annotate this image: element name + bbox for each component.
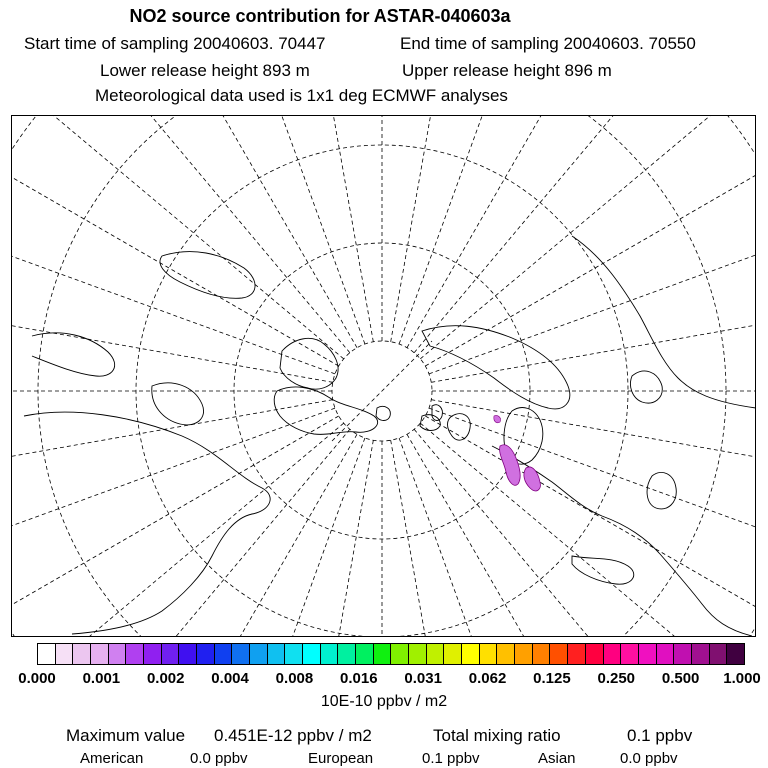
color-scale-segment <box>533 644 551 664</box>
meridian-line <box>429 116 756 374</box>
start-time-label: Start time of sampling 20040603. 70447 <box>24 34 326 53</box>
color-scale-tick-label: 0.125 <box>533 670 571 687</box>
meridian-line <box>12 116 344 359</box>
meridian-line <box>414 116 756 353</box>
coastline-east-asia <box>572 236 756 408</box>
meridian-line <box>12 423 344 637</box>
meridian-line <box>429 408 756 637</box>
color-scale-segment <box>144 644 162 664</box>
coastline-iceland <box>420 415 440 431</box>
color-scale-segment <box>374 644 392 664</box>
color-scale-segment <box>356 644 374 664</box>
total-mixing-label: Total mixing ratio <box>433 726 561 745</box>
meridian-line <box>399 438 690 637</box>
color-scale-segment <box>391 644 409 664</box>
coastline-svalbard <box>376 406 390 420</box>
meridian-line <box>74 438 365 637</box>
color-scale-segment <box>56 644 74 664</box>
color-scale-segment <box>550 644 568 664</box>
meridian-line <box>12 416 339 637</box>
color-scale-tick-label: 0.500 <box>661 670 700 687</box>
meridian-line <box>12 400 333 548</box>
lower-height-label: Lower release height 893 m <box>100 61 310 80</box>
color-scale-segment <box>497 644 515 664</box>
latitude-circle <box>38 116 726 637</box>
coastline-western-canada <box>32 333 115 376</box>
color-scale-bar <box>37 643 745 665</box>
meridian-line <box>12 116 339 366</box>
color-scale-units: 10E-10 ppbv / m2 <box>320 693 448 710</box>
color-scale-segment <box>303 644 321 664</box>
meridian-line <box>407 116 756 348</box>
color-scale-segment <box>657 644 675 664</box>
color-scale-tick-label: 0.002 <box>146 670 185 687</box>
color-scale-tick-label: 0.004 <box>211 670 249 687</box>
region-asian-name: Asian <box>538 750 576 767</box>
meridian-line <box>12 116 335 374</box>
color-scale-segment <box>409 644 427 664</box>
coastline-siberia <box>422 326 570 409</box>
meridian-line <box>414 429 756 637</box>
color-scale-segment <box>197 644 215 664</box>
color-scale-segment <box>674 644 692 664</box>
color-scale-tick-label: 0.250 <box>597 670 636 687</box>
color-scale-tick-label: 1.000 <box>723 670 761 687</box>
color-scale-tick-label: 0.062 <box>468 670 507 687</box>
met-data-label: Meteorological data used is 1x1 deg ECMWF analyses <box>95 86 508 105</box>
meridian-line <box>420 423 756 637</box>
color-scale-segment <box>162 644 180 664</box>
color-scale-segment <box>586 644 604 664</box>
color-scale-segment <box>639 644 657 664</box>
region-american-name: American <box>80 750 144 767</box>
coastline-arctic-archipelago <box>274 387 377 434</box>
color-scale-segment <box>480 644 498 664</box>
color-scale-segment <box>215 644 233 664</box>
coastlines <box>24 236 756 636</box>
upper-height-label: Upper release height 896 m <box>402 61 612 80</box>
total-mixing-value: 0.1 ppbv <box>627 726 693 745</box>
color-scale-tick-label: 0.031 <box>404 670 442 687</box>
region-american-value: 0.0 ppbv <box>190 750 248 767</box>
meridian-line <box>12 434 357 637</box>
color-scale-segment <box>710 644 728 664</box>
plume-region-small <box>494 415 501 422</box>
color-scale-segment <box>462 644 480 664</box>
graticule <box>12 116 756 637</box>
color-scale-tick-label: 0.008 <box>275 670 314 687</box>
region-european-value: 0.1 ppbv <box>422 750 480 767</box>
meridian-line <box>425 116 756 366</box>
meridian-line <box>12 408 335 637</box>
meridian-line <box>74 116 365 344</box>
meridian-line <box>425 416 756 637</box>
max-value: 0.451E-12 ppbv / m2 <box>214 726 372 745</box>
color-scale-segment <box>268 644 286 664</box>
polar-map <box>11 115 756 637</box>
latitude-circle <box>12 116 756 637</box>
pole-cross-line <box>332 341 432 441</box>
color-scale-tick-label: 0.016 <box>340 670 378 687</box>
color-scale-segment <box>179 644 197 664</box>
color-scale-segment <box>285 644 303 664</box>
meridian-line <box>12 235 333 383</box>
color-scale-segment <box>321 644 339 664</box>
meridian-line <box>12 116 350 353</box>
color-scale-segment <box>692 644 710 664</box>
plot-title: NO2 source contribution for ASTAR-040603a <box>129 6 511 26</box>
max-value-label: Maximum value <box>66 726 186 745</box>
color-scale-segment <box>250 644 268 664</box>
color-scale-segment <box>568 644 586 664</box>
color-scale-segment <box>427 644 445 664</box>
coastline-mediterranean <box>572 556 634 584</box>
meridian-line <box>391 116 539 342</box>
color-scale-tick-label: 0.001 <box>82 670 121 687</box>
color-scale-segment <box>604 644 622 664</box>
plume-region-secondary <box>524 467 540 491</box>
color-scale-segment <box>109 644 127 664</box>
region-european-name: European <box>308 750 374 767</box>
color-scale-segment <box>444 644 462 664</box>
color-scale-segment <box>232 644 250 664</box>
meridian-line <box>226 440 374 637</box>
coastline-hudson-bay <box>152 383 204 425</box>
color-scale-segment <box>515 644 533 664</box>
color-scale-segment <box>38 644 56 664</box>
map-canvas <box>12 116 756 637</box>
plume-region-main <box>500 445 521 486</box>
latitude-circle <box>12 116 756 637</box>
region-asian-value: 0.0 ppbv <box>620 750 678 767</box>
color-scale-segment <box>727 644 744 664</box>
end-time-label: End time of sampling 20040603. 70550 <box>400 34 696 53</box>
meridian-line <box>12 116 357 348</box>
color-scale-tick-label: 0.000 <box>18 670 56 687</box>
meridian-line <box>226 116 374 342</box>
color-scale-segment <box>126 644 144 664</box>
color-scale-segment <box>91 644 109 664</box>
coastline-british-isles <box>448 414 471 441</box>
coastline-japan <box>647 472 676 508</box>
color-scale-segment <box>621 644 639 664</box>
color-scale-segment <box>338 644 356 664</box>
coastline-kamchatka <box>630 371 662 403</box>
color-scale-segment <box>73 644 91 664</box>
meridian-line <box>399 116 690 344</box>
